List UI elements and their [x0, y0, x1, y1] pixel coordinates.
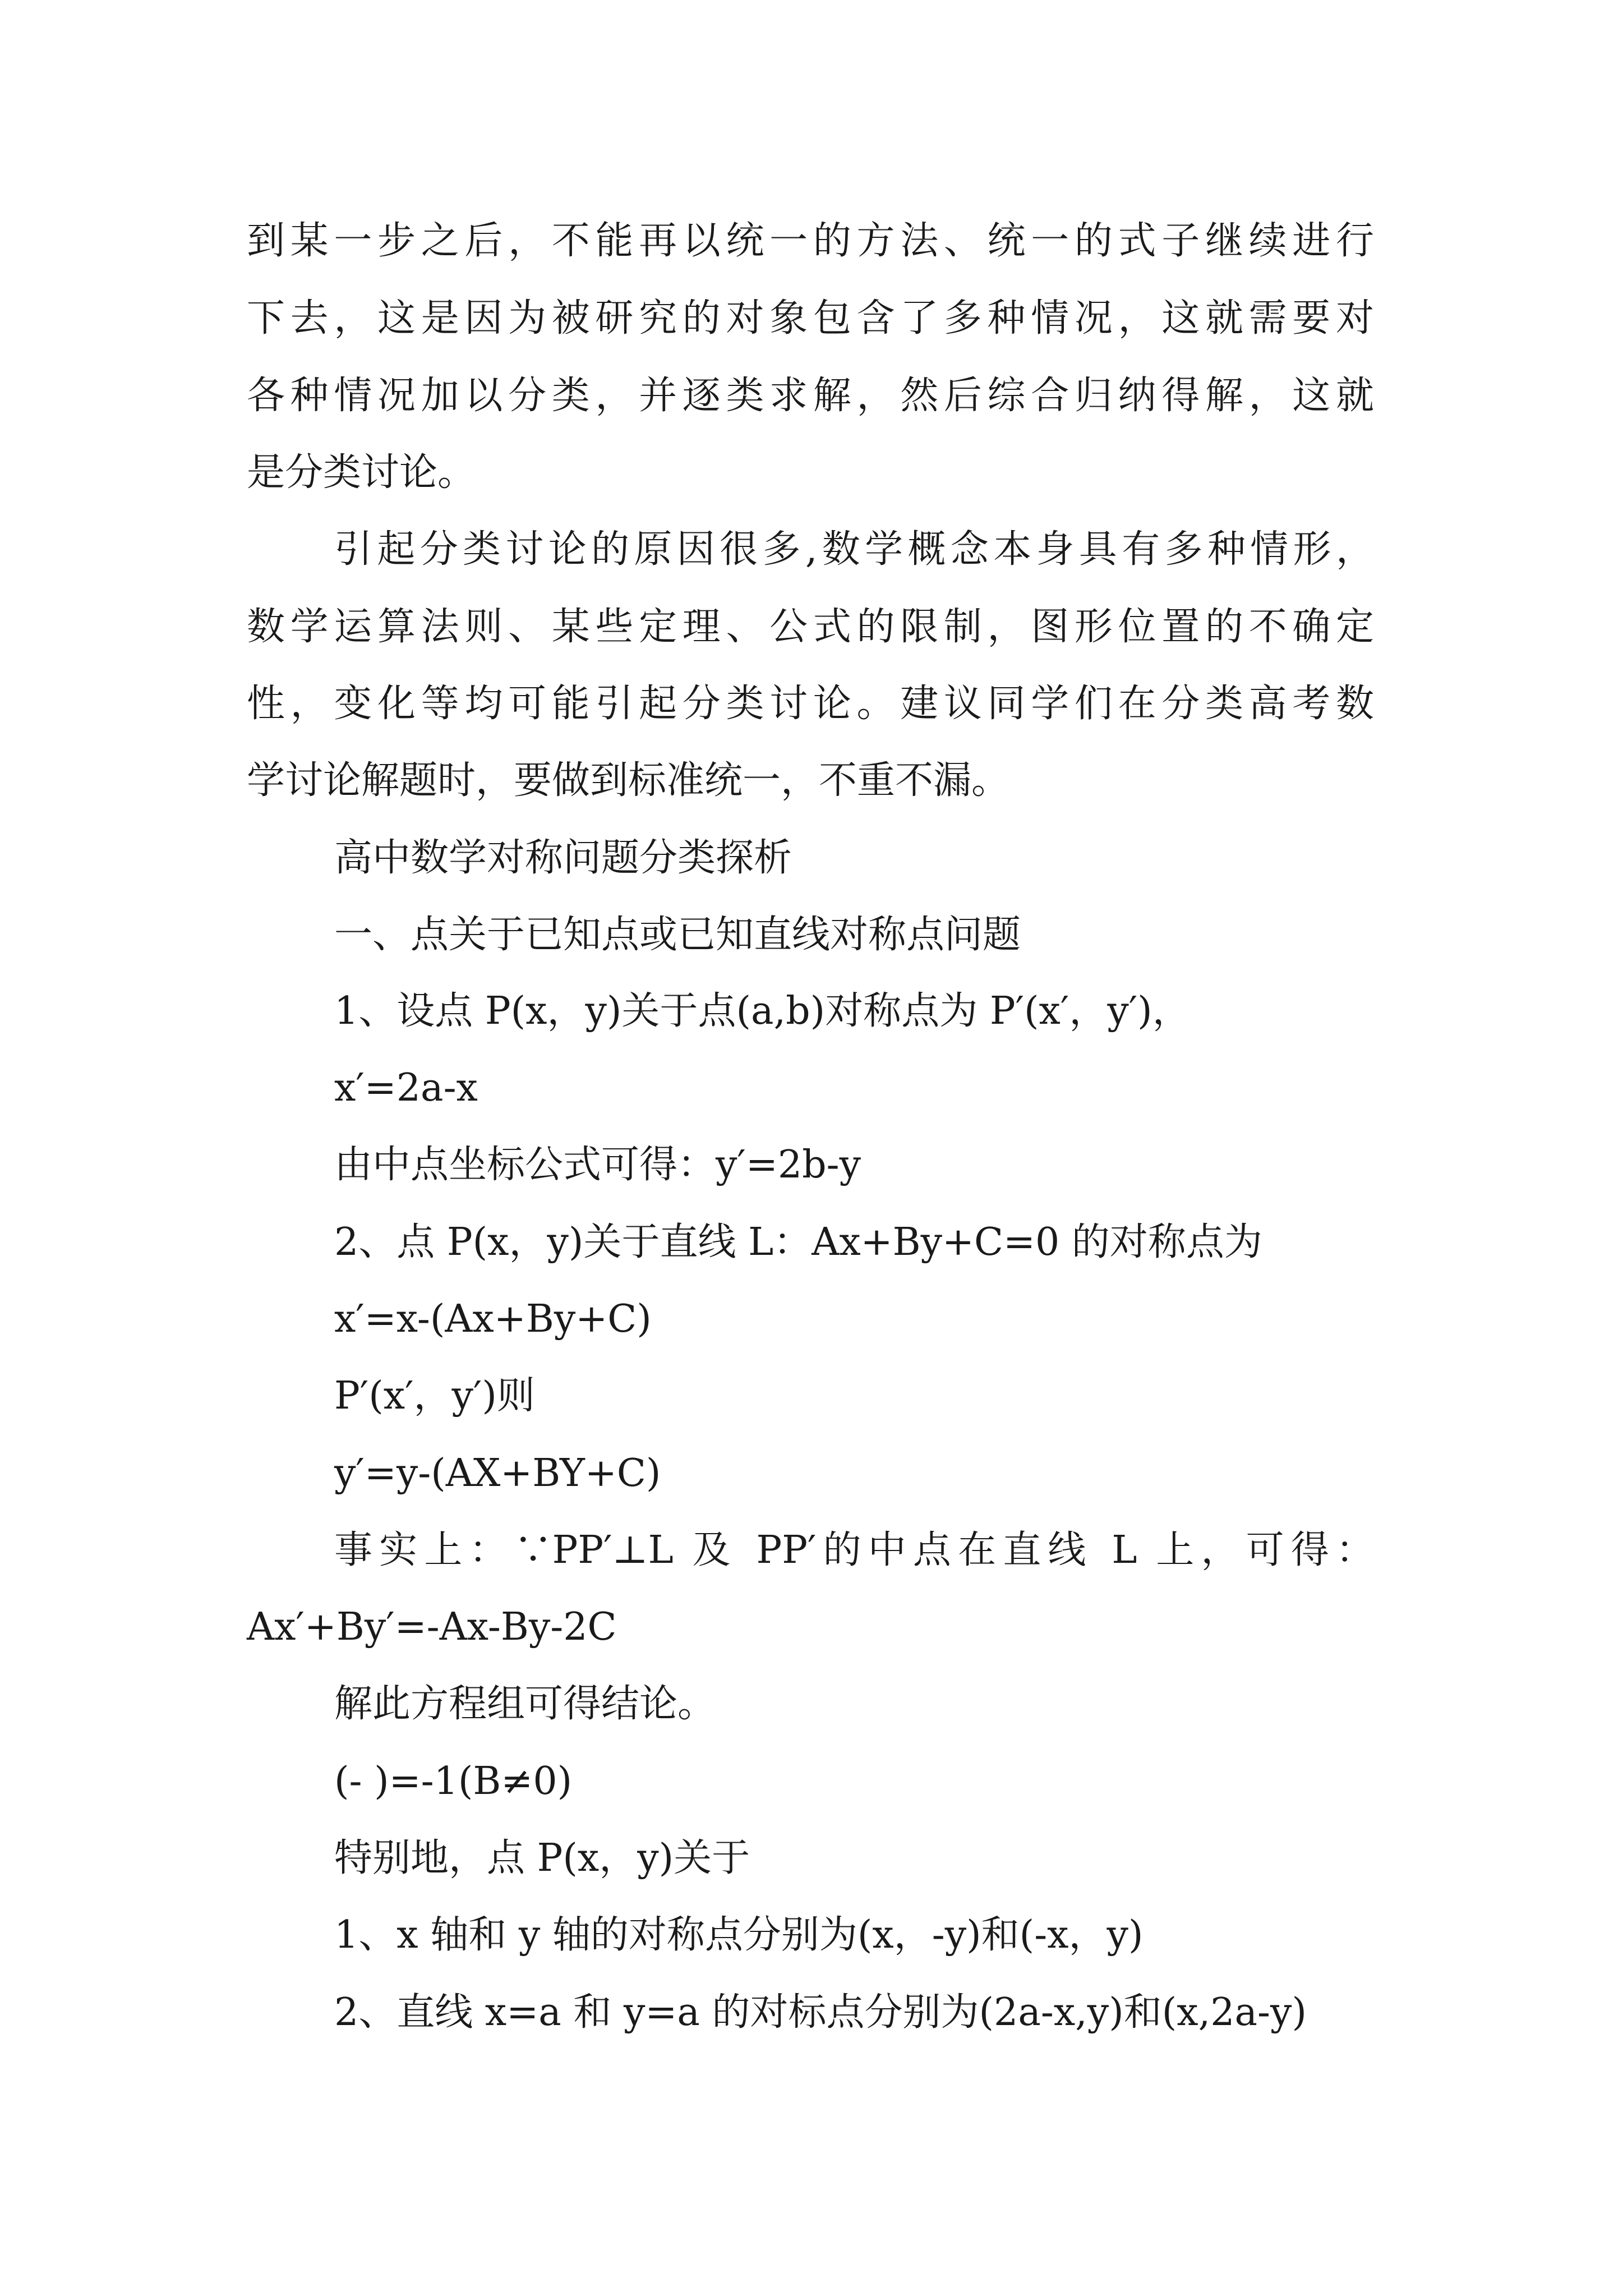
paragraph-2-line-3: 性，变化等均可能引起分类讨论。建议同学们在分类高考数 — [247, 682, 1374, 726]
item-1: 1、设点 P(x，y)关于点(a,b)对称点为 P′(x′，y′)， — [334, 989, 1191, 1033]
paragraph-2-line-2: 数学运算法则、某些定理、公式的限制，图形位置的不确定 — [247, 605, 1374, 649]
item-2-p: P′(x′，y′)则 — [334, 1374, 535, 1418]
special-line: 特别地，点 P(x，y)关于 — [334, 1836, 750, 1880]
paragraph-2-line-1: 引起分类讨论的原因很多,数学概念本身具有多种情形， — [334, 527, 1374, 572]
paragraph-1-line-3: 各种情况加以分类，并逐类求解，然后综合归纳得解，这就 — [247, 374, 1374, 418]
paragraph-1-line-2: 下去，这是因为被研究的对象包含了多种情况，这就需要对 — [247, 296, 1374, 341]
section-1-title: 一、点关于已知点或已知直线对称点问题 — [334, 913, 1021, 957]
item-1-x: x′=2a-x — [334, 1066, 478, 1110]
paragraph-1-line-4: 是分类讨论。 — [247, 450, 476, 495]
special-item-1: 1、x 轴和 y 轴的对称点分别为(x，-y)和(-x，y) — [334, 1913, 1144, 1957]
fact-line-1: 事实上：∵PP′⊥L 及 PP′的中点在直线 L 上，可得： — [334, 1528, 1374, 1572]
condition-line: (- )=-1(B≠0) — [334, 1759, 573, 1803]
special-item-2: 2、直线 x=a 和 y=a 的对标点分别为(2a-x,y)和(x,2a-y) — [334, 1990, 1307, 2035]
paragraph-2-line-4: 学讨论解题时，要做到标准统一，不重不漏。 — [247, 758, 1010, 803]
item-2-y: y′=y-(AX+BY+C) — [334, 1451, 661, 1496]
paragraph-1-line-1: 到某一步之后，不能再以统一的方法、统一的式子继续进行 — [247, 219, 1374, 263]
item-1-y: 由中点坐标公式可得：y′=2b-y — [334, 1143, 861, 1187]
item-2-x: x′=x-(Ax+By+C) — [334, 1297, 652, 1341]
solve-line: 解此方程组可得结论。 — [334, 1682, 716, 1726]
section-heading: 高中数学对称问题分类探析 — [334, 836, 792, 880]
item-2: 2、点 P(x，y)关于直线 L：Ax+By+C=0 的对称点为 — [334, 1220, 1262, 1264]
fact-line-2: Ax′+By′=-Ax-By-2C — [247, 1605, 617, 1649]
